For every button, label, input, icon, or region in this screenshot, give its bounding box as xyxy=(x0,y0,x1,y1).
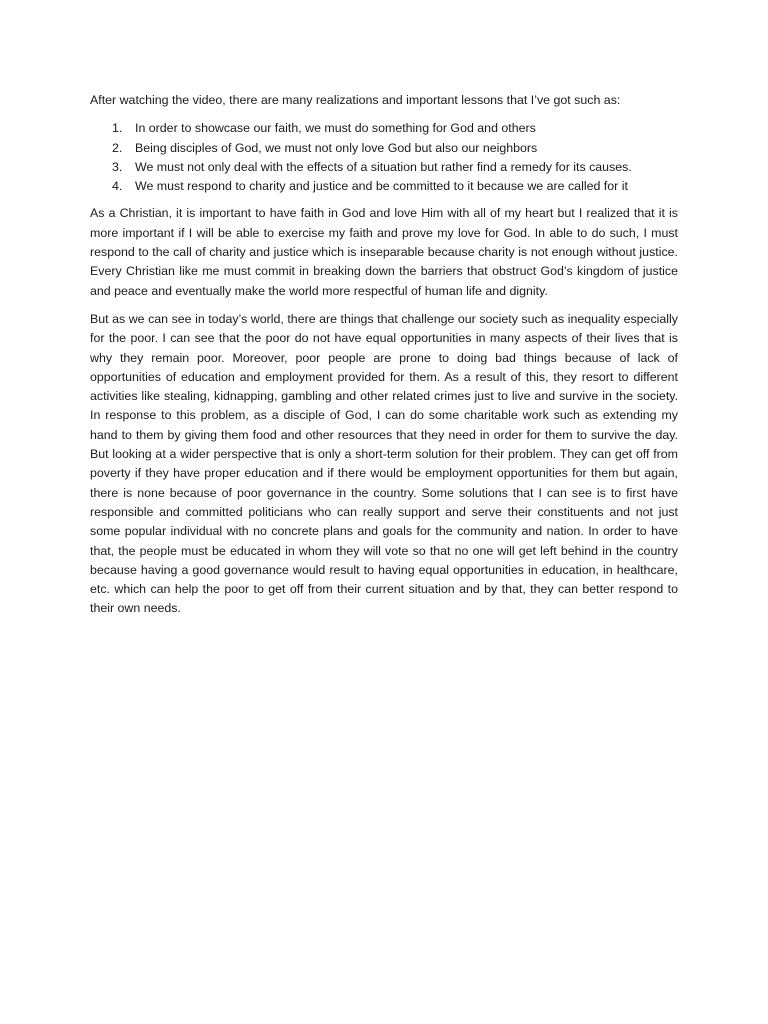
list-item-number: 2. xyxy=(112,140,123,155)
intro-text: After watching the video, there are many realizations and important lessons that I’ve got such as: xyxy=(90,93,621,107)
document-page xyxy=(90,91,678,628)
list-item-number: 3. xyxy=(112,159,123,174)
list-item-text: In order to showcase our faith, we must do something for God and others xyxy=(135,121,536,136)
list-item xyxy=(90,158,678,177)
lessons-list xyxy=(90,119,678,196)
list-item-text: We must not only deal with the effects of a situation but rather find a remedy for its causes. xyxy=(135,159,632,174)
body-paragraph: But as we can see in today’s world, there are things that challenge our society such as inequality especially for the poor. I can see that the poor do not have equal opportunities in many aspects of their lives that is why they remain poor. Moreover, poor people are prone to doing bad things because of lack of opportunities of education and employment provided for them. As a result of this, they resort to different activities like stealing, kidnapping, gambling and other related crimes just to live and survive in the society. In response to this problem, as a disciple of God, I can do some charitable work such as extending my hand to them by giving them food and other resources that they need in order for them to survive the day. But looking at a wider perspective that is only a short-term solution for their problem. They can get off from poverty if they have proper education and if there would be employment opportunities for them but again, there is none because of poor governance in the country. Some solutions that I can see is to first have responsible and committed politicians who can really support and serve their constituents and not just some popular individual with no concrete plans and goals for the community and nation. In order to have that, the people must be educated in whom they will vote so that no one will get left behind in the country because having a good governance would result to having equal opportunities in education, in healthcare, etc. which can help the poor to get off from their current situation and by that, they can better respond to their own needs. xyxy=(90,311,678,616)
list-item xyxy=(90,139,678,158)
list-item-number: 1. xyxy=(112,121,123,136)
body-paragraph: As a Christian, it is important to have faith in God and love Him with all of my heart but I realized that it is more important if I will be able to exercise my faith and prove my love for God. In able to do such, I must respond to the call of charity and justice which is inseparable because charity is not enough without justice. Every Christian like me must commit in breaking down the barriers that obstruct God’s kingdom of justice and peace and eventually make the world more respectful of human life and dignity. xyxy=(90,206,678,298)
list-item-number: 4. xyxy=(112,179,123,194)
list-item xyxy=(90,119,678,138)
list-item-text: Being disciples of God, we must not only love God but also our neighbors xyxy=(135,140,538,155)
list-item xyxy=(90,177,678,196)
list-item-text: We must respond to charity and justice and be committed to it because we are called for it xyxy=(135,179,628,194)
